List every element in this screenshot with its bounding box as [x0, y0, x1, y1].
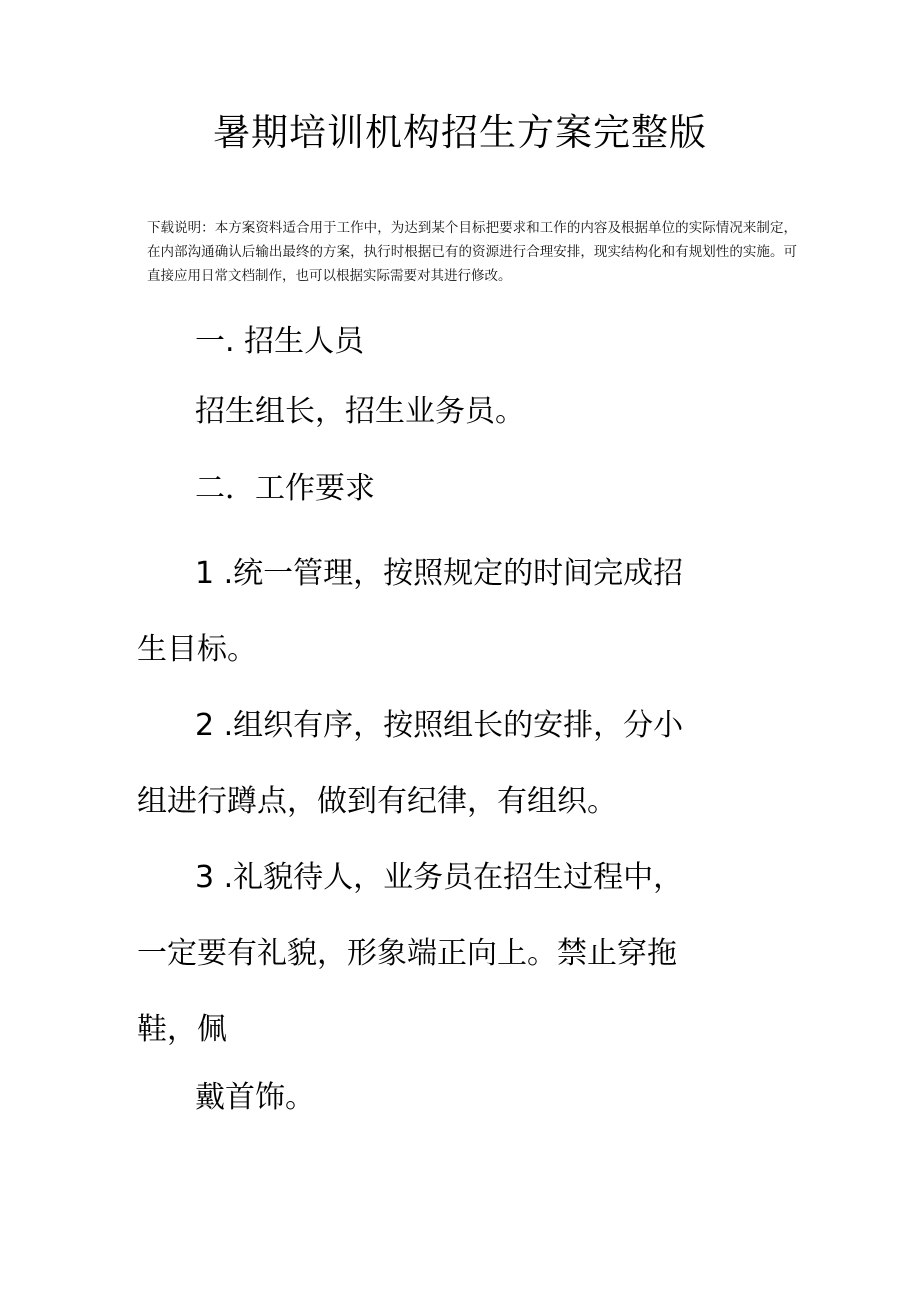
section-body-1: 招生组长，招生业务员。 — [195, 394, 525, 429]
requirement-1-line-1: 1 .统一管理，按照规定的时间完成招 — [195, 556, 684, 591]
requirement-2-line-2: 组进行蹲点，做到有纪律，有组织。 — [137, 784, 617, 819]
requirement-3-line-4: 戴首饰。 — [195, 1080, 315, 1115]
requirement-1-line-2: 生目标。 — [137, 632, 257, 667]
requirement-3-line-3: 鞋，佩 — [137, 1012, 227, 1047]
section-heading-2: 二．工作要求 — [195, 471, 375, 506]
section-heading-1: 一. 招生人员 — [195, 324, 365, 359]
requirement-2-line-1: 2 .组织有序，按照组长的安排，分小 — [195, 708, 684, 743]
page-title: 暑期培训机构招生方案完整版 — [213, 111, 707, 154]
requirement-3-line-1: 3 .礼貌待人，业务员在招生过程中， — [195, 860, 684, 895]
download-note: 下载说明：本方案资料适合用于工作中，为达到某个目标把要求和工作的内容及根据单位的实际情况来制定，在内部沟通确认后输出最终的方案，执行时根据已有的资源进行合理安排，现实结构化和有规划性的实施。可直接应用日常文档制作，也可以根据实际需要对其进行修改。 — [147, 220, 797, 284]
requirement-3-line-2: 一定要有礼貌，形象端正向上。禁止穿拖 — [137, 936, 677, 971]
